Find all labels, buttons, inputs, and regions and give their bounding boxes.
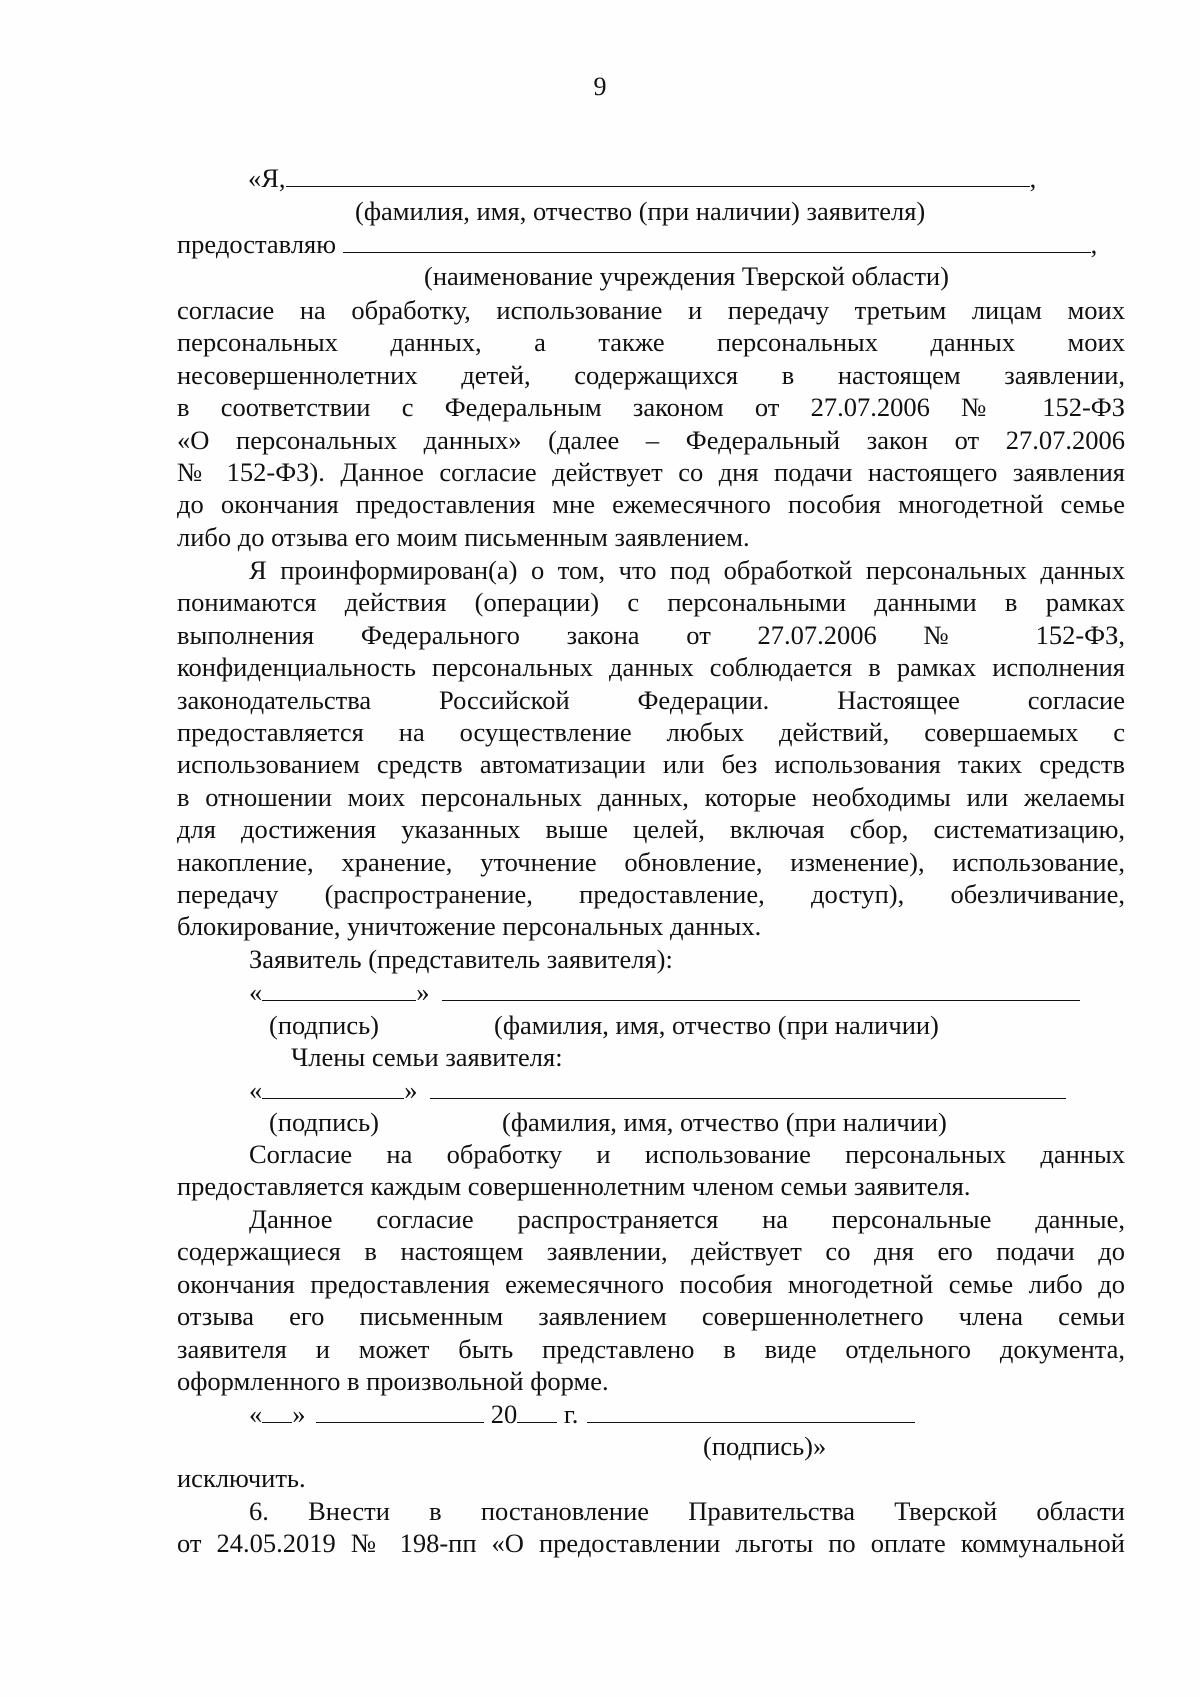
- text-line: блокирование, уничтожение персональных данных.: [177, 911, 762, 942]
- text-line: накопление, хранение, уточнение обновление, изменение), использование,: [177, 846, 1125, 877]
- text-line: Данное согласие распространяется на персональные данные,: [249, 1204, 1125, 1234]
- paragraph-adult-consent: [177, 1138, 1125, 1203]
- text-line: до окончания предоставления мне ежемесячного пособия многодетной семье: [177, 489, 1125, 520]
- text-line: предоставляется каждым совершеннолетним членом семьи заявителя.: [177, 1171, 971, 1202]
- text-line: Я проинформирован(а) о том, что под обработкой персональных данных: [249, 555, 1125, 585]
- year-prefix: 20: [490, 1399, 518, 1429]
- text-line: законодательства Российской Федерации. Настоящее согласие: [177, 684, 1125, 715]
- quote-ya: «Я,: [248, 163, 286, 193]
- exclude-word: исключить.: [177, 1463, 306, 1493]
- text-line: использованием средств автоматизации или без использования таких средств: [177, 749, 1125, 780]
- paragraph-item-6: [177, 1495, 1125, 1560]
- text-line: № 152-ФЗ). Данное согласие действует со дня подачи настоящего заявления: [177, 457, 1125, 488]
- family-label: Члены семьи заявителя:: [291, 1042, 563, 1072]
- applicant-signature-line: [249, 976, 1080, 1008]
- text-line: согласие на обработку, использование и передачу третьим лицам моих: [177, 295, 1125, 325]
- institution-blank[interactable]: [343, 228, 1091, 253]
- paragraph-consent: [177, 294, 1125, 553]
- applicant-name-blank[interactable]: [286, 162, 1030, 187]
- open-quote: «: [249, 977, 263, 1007]
- caption-fullname: (фамилия, имя, отчество (при наличии): [494, 1010, 939, 1040]
- close-quote: »: [404, 1075, 418, 1105]
- text-line: 6. Внести в постановление Правительства Тверской области: [249, 1496, 1125, 1526]
- day-blank[interactable]: [262, 1398, 292, 1423]
- text-line: персональных данных, а также персональных данных моих: [177, 327, 1125, 358]
- signature-blank[interactable]: [262, 976, 416, 1001]
- text-line: для достижения указанных выше целей, включая сбор, систематизацию,: [177, 814, 1125, 845]
- text-line: оформленного в произвольной форме.: [177, 1366, 609, 1397]
- text-line: содержащиеся в настоящем заявлении, действует со дня его подачи до: [177, 1236, 1125, 1267]
- text-line: в отношении моих персональных данных, которые необходимы или желаемы: [177, 781, 1125, 812]
- family-fullname-blank[interactable]: [430, 1074, 1066, 1099]
- signature-blank[interactable]: [587, 1398, 915, 1423]
- date-line: [249, 1398, 915, 1430]
- applicant-fullname-blank[interactable]: [442, 976, 1080, 1001]
- applicant-label: Заявитель (представитель заявителя):: [249, 944, 673, 974]
- signature-blank[interactable]: [262, 1074, 404, 1099]
- text-line: заявителя и может быть представлено в виде отдельного документа,: [177, 1333, 1125, 1364]
- text-line: несовершеннолетних детей, содержащихся в настоящем заявлении,: [177, 359, 1125, 390]
- text-line: окончания предоставления ежемесячного пособия многодетной семье либо до: [177, 1268, 1125, 1299]
- provide-word: предоставляю: [177, 229, 337, 259]
- caption-signature: (подпись): [269, 1107, 380, 1137]
- text-line: «О персональных данных» (далее – Федеральный закон от 27.07.2006: [177, 424, 1125, 455]
- caption-institution: (наименование учреждения Тверской области): [424, 261, 949, 291]
- caption-signature: (подпись): [269, 1010, 380, 1040]
- text-line: от 24.05.2019 № 198-пп «О предоставлении льготы по оплате коммунальной: [177, 1528, 1125, 1559]
- paragraph-scope: [177, 1203, 1125, 1397]
- open-quote: «: [249, 1075, 263, 1105]
- family-signature-line: [249, 1074, 1066, 1106]
- year-suffix: г.: [563, 1399, 579, 1429]
- page-number: 9: [593, 72, 607, 101]
- text-line: в соответствии с Федеральным законом от 27.07.2006 № 152-ФЗ: [177, 392, 1125, 423]
- text-line: либо до отзыва его моим письменным заявлением.: [177, 521, 750, 552]
- text-line: передачу (распространение, предоставление, доступ), обезличивание,: [177, 879, 1125, 910]
- text-line: конфиденциальность персональных данных соблюдается в рамках исполнения: [177, 652, 1125, 683]
- comma: ,: [1090, 229, 1098, 259]
- applicant-name-line: [248, 162, 1036, 194]
- text-line: выполнения Федерального закона от 27.07.2006 № 152-ФЗ,: [177, 619, 1125, 650]
- month-blank[interactable]: [316, 1398, 484, 1423]
- close-quote: »: [416, 977, 430, 1007]
- paragraph-informed: [177, 554, 1125, 943]
- open-quote: «: [249, 1399, 263, 1429]
- institution-line: [177, 228, 1097, 260]
- text-line: отзыва его письменным заявлением совершеннолетнего члена семьи: [177, 1301, 1125, 1332]
- caption-applicant-name: (фамилия, имя, отчество (при наличии) заявителя): [355, 196, 926, 226]
- caption-fullname: (фамилия, имя, отчество (при наличии): [502, 1107, 947, 1137]
- close-quote: »: [292, 1399, 306, 1429]
- year-blank[interactable]: [517, 1398, 557, 1423]
- text-line: предоставляется на осуществление любых действий, совершаемых с: [177, 717, 1125, 748]
- comma: ,: [1029, 163, 1037, 193]
- text-line: понимаются действия (операции) с персональными данными в рамках: [177, 587, 1125, 618]
- caption-signature: (подпись)»: [703, 1431, 827, 1461]
- text-line: Согласие на обработку и использование персональных данных: [249, 1139, 1125, 1169]
